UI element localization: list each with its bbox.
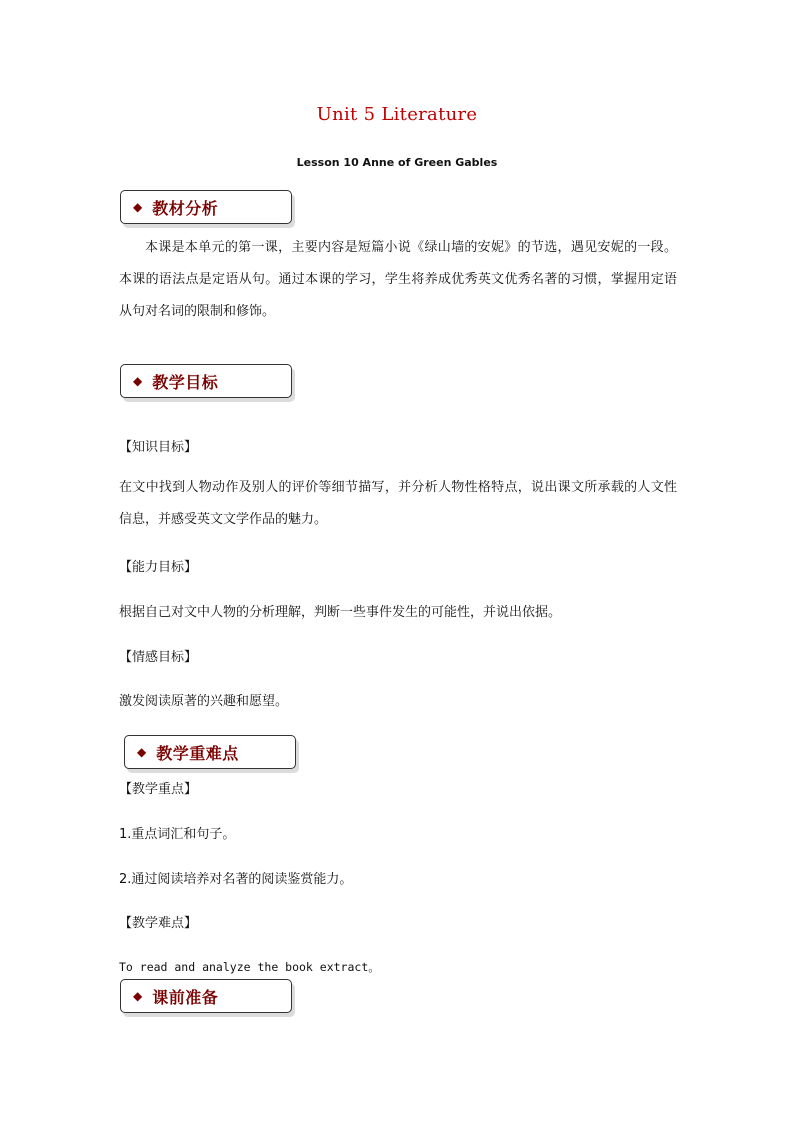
- teaching-difficulty-text: To read and analyze the book extract。: [119, 960, 380, 974]
- section-heading-label: 教学目标: [152, 372, 219, 392]
- section-heading-label: 教材分析: [152, 198, 219, 218]
- page-title: Unit 5 Literature: [316, 104, 478, 125]
- analysis-paragraph: 本课是本单元的第一课，主要内容是短篇小说《绿山墙的安妮》的节选，遇见安妮的一段。本课的语法点是定语从句。通过本课的学习，学生将养成优秀英文优秀名著的习惯，掌握用定语从句对名词的限制和修饰。: [119, 240, 677, 319]
- section-heading-key-points: [124, 735, 296, 769]
- teaching-focus-item-1: 1.重点词汇和句子。: [119, 827, 236, 842]
- section-heading-objectives: [120, 364, 292, 398]
- lesson-subtitle: Lesson 10 Anne of Green Gables: [296, 156, 498, 169]
- section-heading-label: 课前准备: [152, 987, 219, 1007]
- diamond-icon: ◆: [137, 745, 147, 759]
- teaching-focus-item-2: 2.通过阅读培养对名著的阅读鉴赏能力。: [119, 872, 353, 887]
- diamond-icon: ◆: [133, 989, 143, 1003]
- diamond-icon: ◆: [133, 200, 143, 214]
- teaching-focus-label: 【教学重点】: [119, 782, 198, 797]
- knowledge-objective-label: 【知识目标】: [119, 440, 198, 455]
- section-heading-preparation: [120, 979, 292, 1013]
- diamond-icon: ◆: [133, 374, 143, 388]
- ability-objective-label: 【能力目标】: [119, 560, 198, 575]
- section-heading-label: 教学重难点: [156, 743, 239, 763]
- section-heading-analysis: [120, 190, 292, 224]
- emotion-objective-label: 【情感目标】: [119, 650, 198, 665]
- ability-objective-text: 根据自己对文中人物的分析理解，判断一些事件发生的可能性，并说出依据。: [119, 605, 562, 620]
- teaching-difficulty-label: 【教学难点】: [119, 916, 198, 931]
- knowledge-objective-text: 在文中找到人物动作及别人的评价等细节描写，并分析人物性格特点，说出课文所承载的人文性信息，并感受英文文学作品的魅力。: [119, 480, 677, 527]
- emotion-objective-text: 激发阅读原著的兴趣和愿望。: [119, 694, 289, 709]
